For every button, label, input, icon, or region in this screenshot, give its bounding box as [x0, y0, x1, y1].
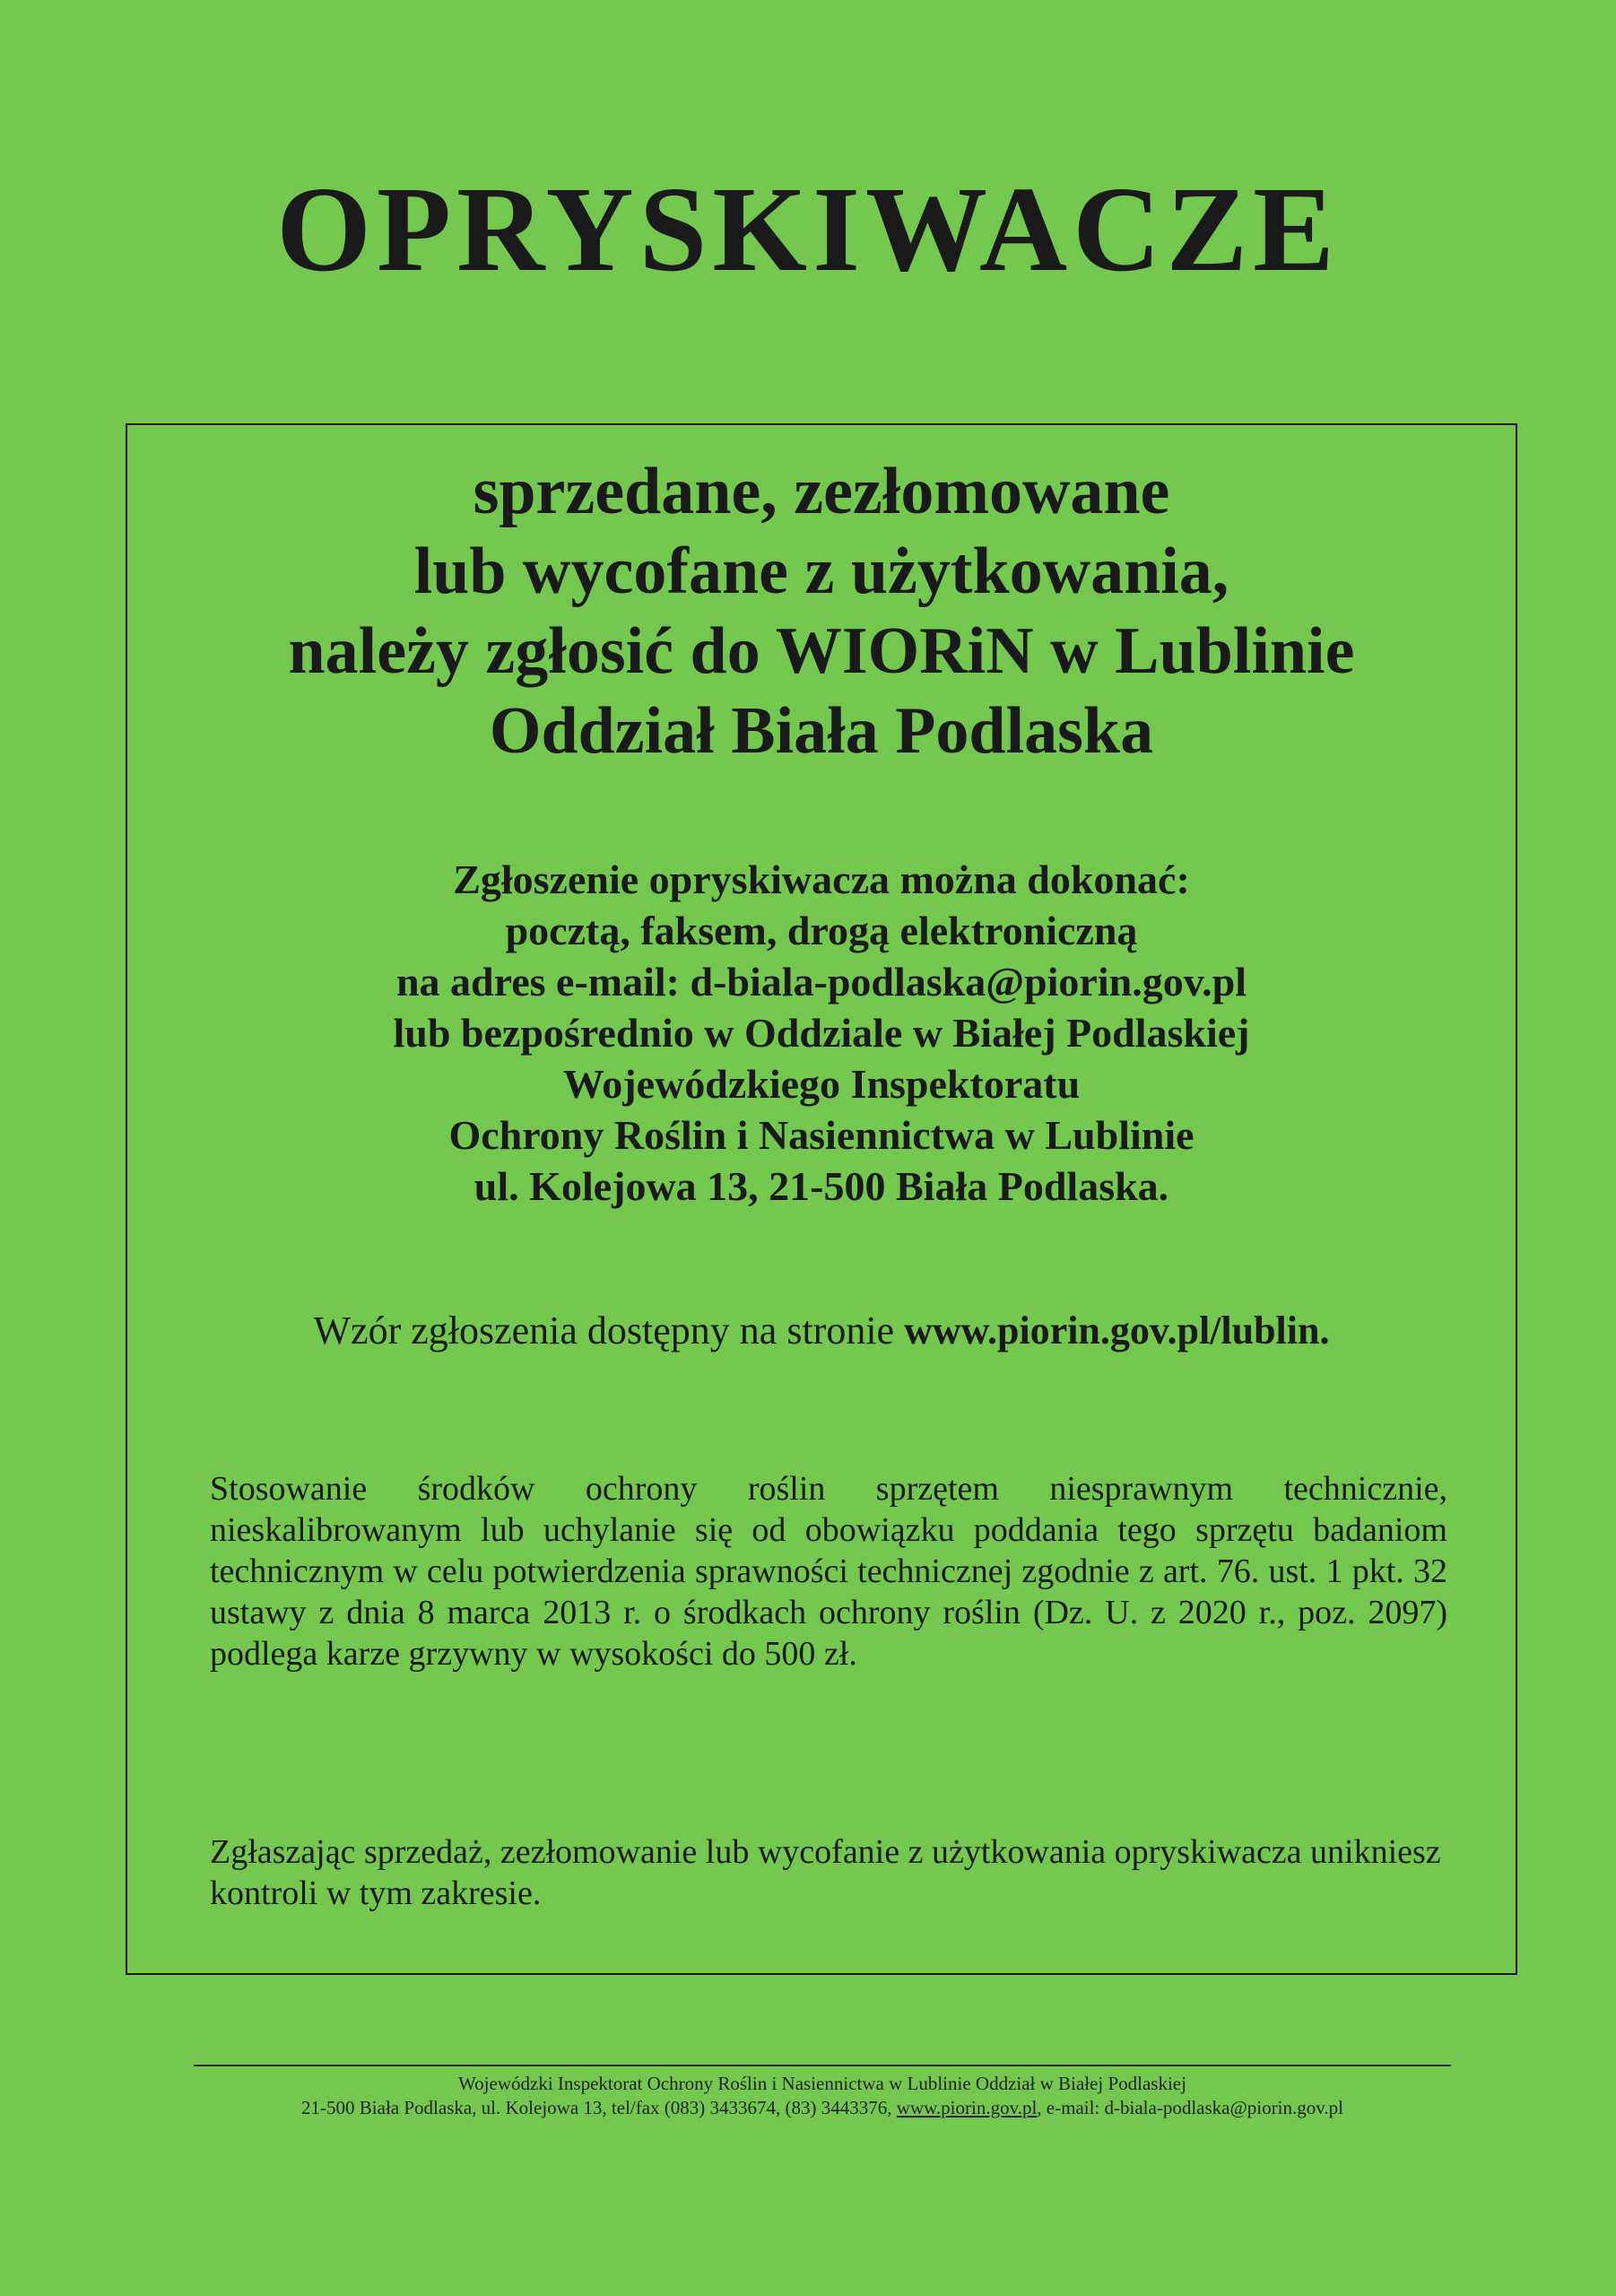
form-note-url: www.piorin.gov.pl/lublin.: [904, 1309, 1330, 1352]
contact-line: Zgłoszenie opryskiwacza można dokonać:: [453, 857, 1190, 902]
footer-line-2: [194, 2096, 1451, 2120]
form-note-text: Wzór zgłoszenia dostępny na stronie: [313, 1309, 895, 1352]
footer-email: , e-mail: d-biala-podlaska@piorin.gov.pl: [1037, 2097, 1343, 2118]
headline-line: należy zgłosić do WIORiN w Lublinie: [288, 614, 1355, 688]
headline-line: Oddział Biała Podlaska: [489, 694, 1154, 768]
notice-box: [126, 423, 1517, 1975]
avoid-control-paragraph: Zgłaszając sprzedaż, zezłomowanie lub wycofanie z użytkowania opryskiwacza unikniesz kontroli w tym zakresie.: [210, 1833, 1441, 1912]
contact-line: lub bezpośrednio w Oddziale w Białej Podlaskiej: [393, 1010, 1250, 1056]
poster-title: OPRYSKIWACZE: [276, 162, 1340, 297]
footer-line-1: Wojewódzki Inspektorat Ochrony Roślin i Nasiennictwa w Lublinie Oddział w Białej Podlaskiej: [458, 2073, 1186, 2094]
footer-address: 21-500 Biała Podlaska, ul. Kolejowa 13, tel/fax (083) 3433674, (83) 3443376,: [301, 2097, 892, 2118]
headline-line: sprzedane, zezłomowane: [473, 455, 1170, 528]
form-template-note: [127, 1306, 1516, 1356]
contact-line: na adres e-mail: d-biala-podlaska@piorin.gov.pl: [395, 959, 1247, 1004]
contact-info: [127, 854, 1516, 1212]
footer: [194, 2072, 1451, 2120]
contact-line: Wojewódzkiego Inspektoratu: [562, 1061, 1081, 1107]
penalty-paragraph: Stosowanie środków ochrony roślin sprzętem niesprawnym technicznie, nieskalibrowanym lub uchylanie się od obowiązku poddania tego sprzętu badaniom technicznym w celu potwierdzenia sprawności technicznej zgodnie z art. 76. ust. 1 pkt. 32 ustawy z dnia 8 marca 2013 r. o środkach ochrony roślin (Dz. U. z 2020 r., poz. 2097) podlega karze grzywny w wysokości do 500 zł.: [210, 1470, 1447, 1673]
footer-website-link[interactable]: www.piorin.gov.pl: [896, 2097, 1038, 2118]
contact-line: pocztą, faksem, drogą elektroniczną: [505, 908, 1138, 953]
contact-line: Ochrony Roślin i Nasiennictwa w Lublinie: [448, 1112, 1195, 1158]
headline: [127, 452, 1516, 771]
footer-divider: [194, 2065, 1451, 2066]
contact-line: ul. Kolejowa 13, 21-500 Biała Podlaska.: [474, 1163, 1169, 1209]
headline-line: lub wycofane z użytkowania,: [413, 535, 1229, 608]
